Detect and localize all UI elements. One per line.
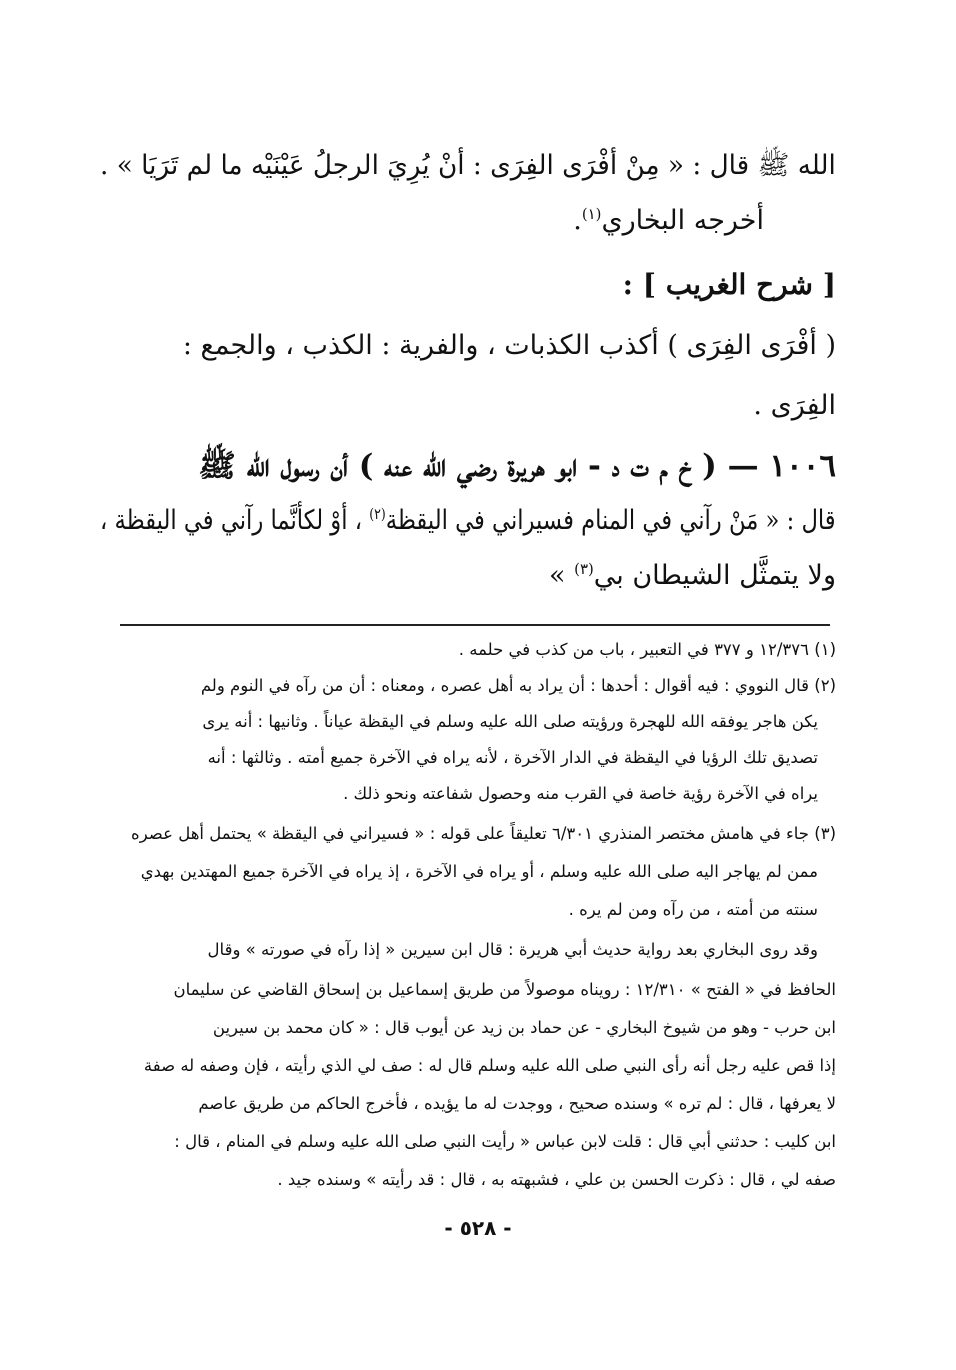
page-number: - ٥٢٨ - [444, 1216, 512, 1240]
footnote-3-line-1: (٣) جاء في هامش مختصر المنذري ٦/٣٠١ تعليقاً على قوله : « فسيراني في اليقظة » يحتمل أهل عصره [131, 824, 836, 843]
hadith-heading: ١٠٠٦ — ( خ م ت د - ابو هريرة رضي الله عنه ) أن رسول الله ﷺ [198, 448, 836, 484]
footnote-para-line-6: ابن كليب : حدثني أبي قال : قلت لابن عباس « رأيت النبي صلى الله عليه وسلم في المنام ، قال : [174, 1132, 836, 1151]
footnote-2-line-2: يكن هاجر يوفقه الله للهجرة ورؤيته صلى الله عليه وسلم في اليقظة عياناً . وثانيها : أنه يرى [202, 712, 818, 731]
footnote-ref-3: (٣) [574, 560, 594, 578]
body-line-7: قال : « مَنْ رآني في المنام فسيراني في اليقظة$^{(٢)}$ ، أوْ لكأنَّما رآني في اليقظة ، [100, 505, 836, 536]
body-line-4: ( أفْرَى الفِرَى ) أكذب الكذبات ، والفرية : الكذب ، والجمع : [182, 330, 836, 361]
footnote-para-line-3: ابن حرب - وهو من شيوخ البخاري - عن حماد بن زيد عن أيوب قال : « كان محمد بن سيرين [212, 1018, 836, 1037]
footnote-2-line-3: تصديق تلك الرؤيا في اليقظة في الدار الآخرة ، لأنه يراه في الآخرة جميع أمته . وثالثها : أنه [207, 748, 818, 767]
footnote-para-line-4: إذا قص عليه رجل أنه رأى النبي صلى الله عليه وسلم قال له : صف لي الذي رأيته ، فإن وصفه له صفة [143, 1056, 836, 1075]
footnote-para-line-1: وقد روى البخاري بعد رواية حديث أبي هريرة : قال ابن سيرين « إذا رآه في صورته » وقال [207, 940, 818, 959]
footnote-1: (١) ١٢/٣٧٦ و ٣٧٧ في التعبير ، باب من كذب في حلمه . [458, 640, 836, 659]
body-line-2: أخرجه البخاري$^{(١)}$. [573, 205, 764, 236]
footnote-ref-2: (٢) [369, 505, 387, 523]
footnote-separator [120, 624, 830, 626]
footnote-para-line-5: لا يعرفها ، قال : لم تره » وسنده صحيح ، ووجدت له ما يؤيده ، فأخرج الحاكم من طريق عاصم [198, 1094, 836, 1113]
footnote-2-line-4: يراه في الآخرة رؤية خاصة في القرب منه وحصول شفاعته ونحو ذلك . [343, 784, 818, 803]
footnote-2-line-1: (٢) قال النووي : فيه أقوال : أحدها : أن يراد به أهل عصره ، ومعناه : أن من رآه في النوم ولم [200, 676, 836, 695]
footnote-ref-1: (١) [581, 205, 602, 223]
footnote-para-line-2: الحافظ في « الفتح » ١٢/٣١٠ : رويناه موصولاً من طريق إسماعيل بن إسحاق القاضي عن سليمان [173, 980, 836, 999]
body-line-1: الله ﷺ قال : « مِنْ أفْرَى الفِرَى : أنْ يُرِيَ الرجلُ عَيْنَيْه ما لم تَرَيَا » . [100, 150, 836, 181]
section-title: [ شرح الغريب ] : [622, 268, 836, 301]
body-line-5: الفِرَى . [753, 390, 836, 421]
footnote-3-line-2: ممن لم يهاجر اليه صلى الله عليه وسلم ، أو يراه في الآخرة ، إذ يراه في الآخرة جميع المهتدين بهدي [140, 862, 818, 881]
body-line-8: ولا يتمثَّل الشيطان بي$^{(٣)}$ » [549, 560, 836, 591]
footnote-para-line-7: صفه لي ، قال : ذكرت الحسن بن علي ، فشبهته به ، قال : قد رأيته » وسنده جيد . [277, 1170, 836, 1189]
footnote-3-line-3: سنته من أمته ، من رآه ومن لم يره . [568, 900, 818, 919]
